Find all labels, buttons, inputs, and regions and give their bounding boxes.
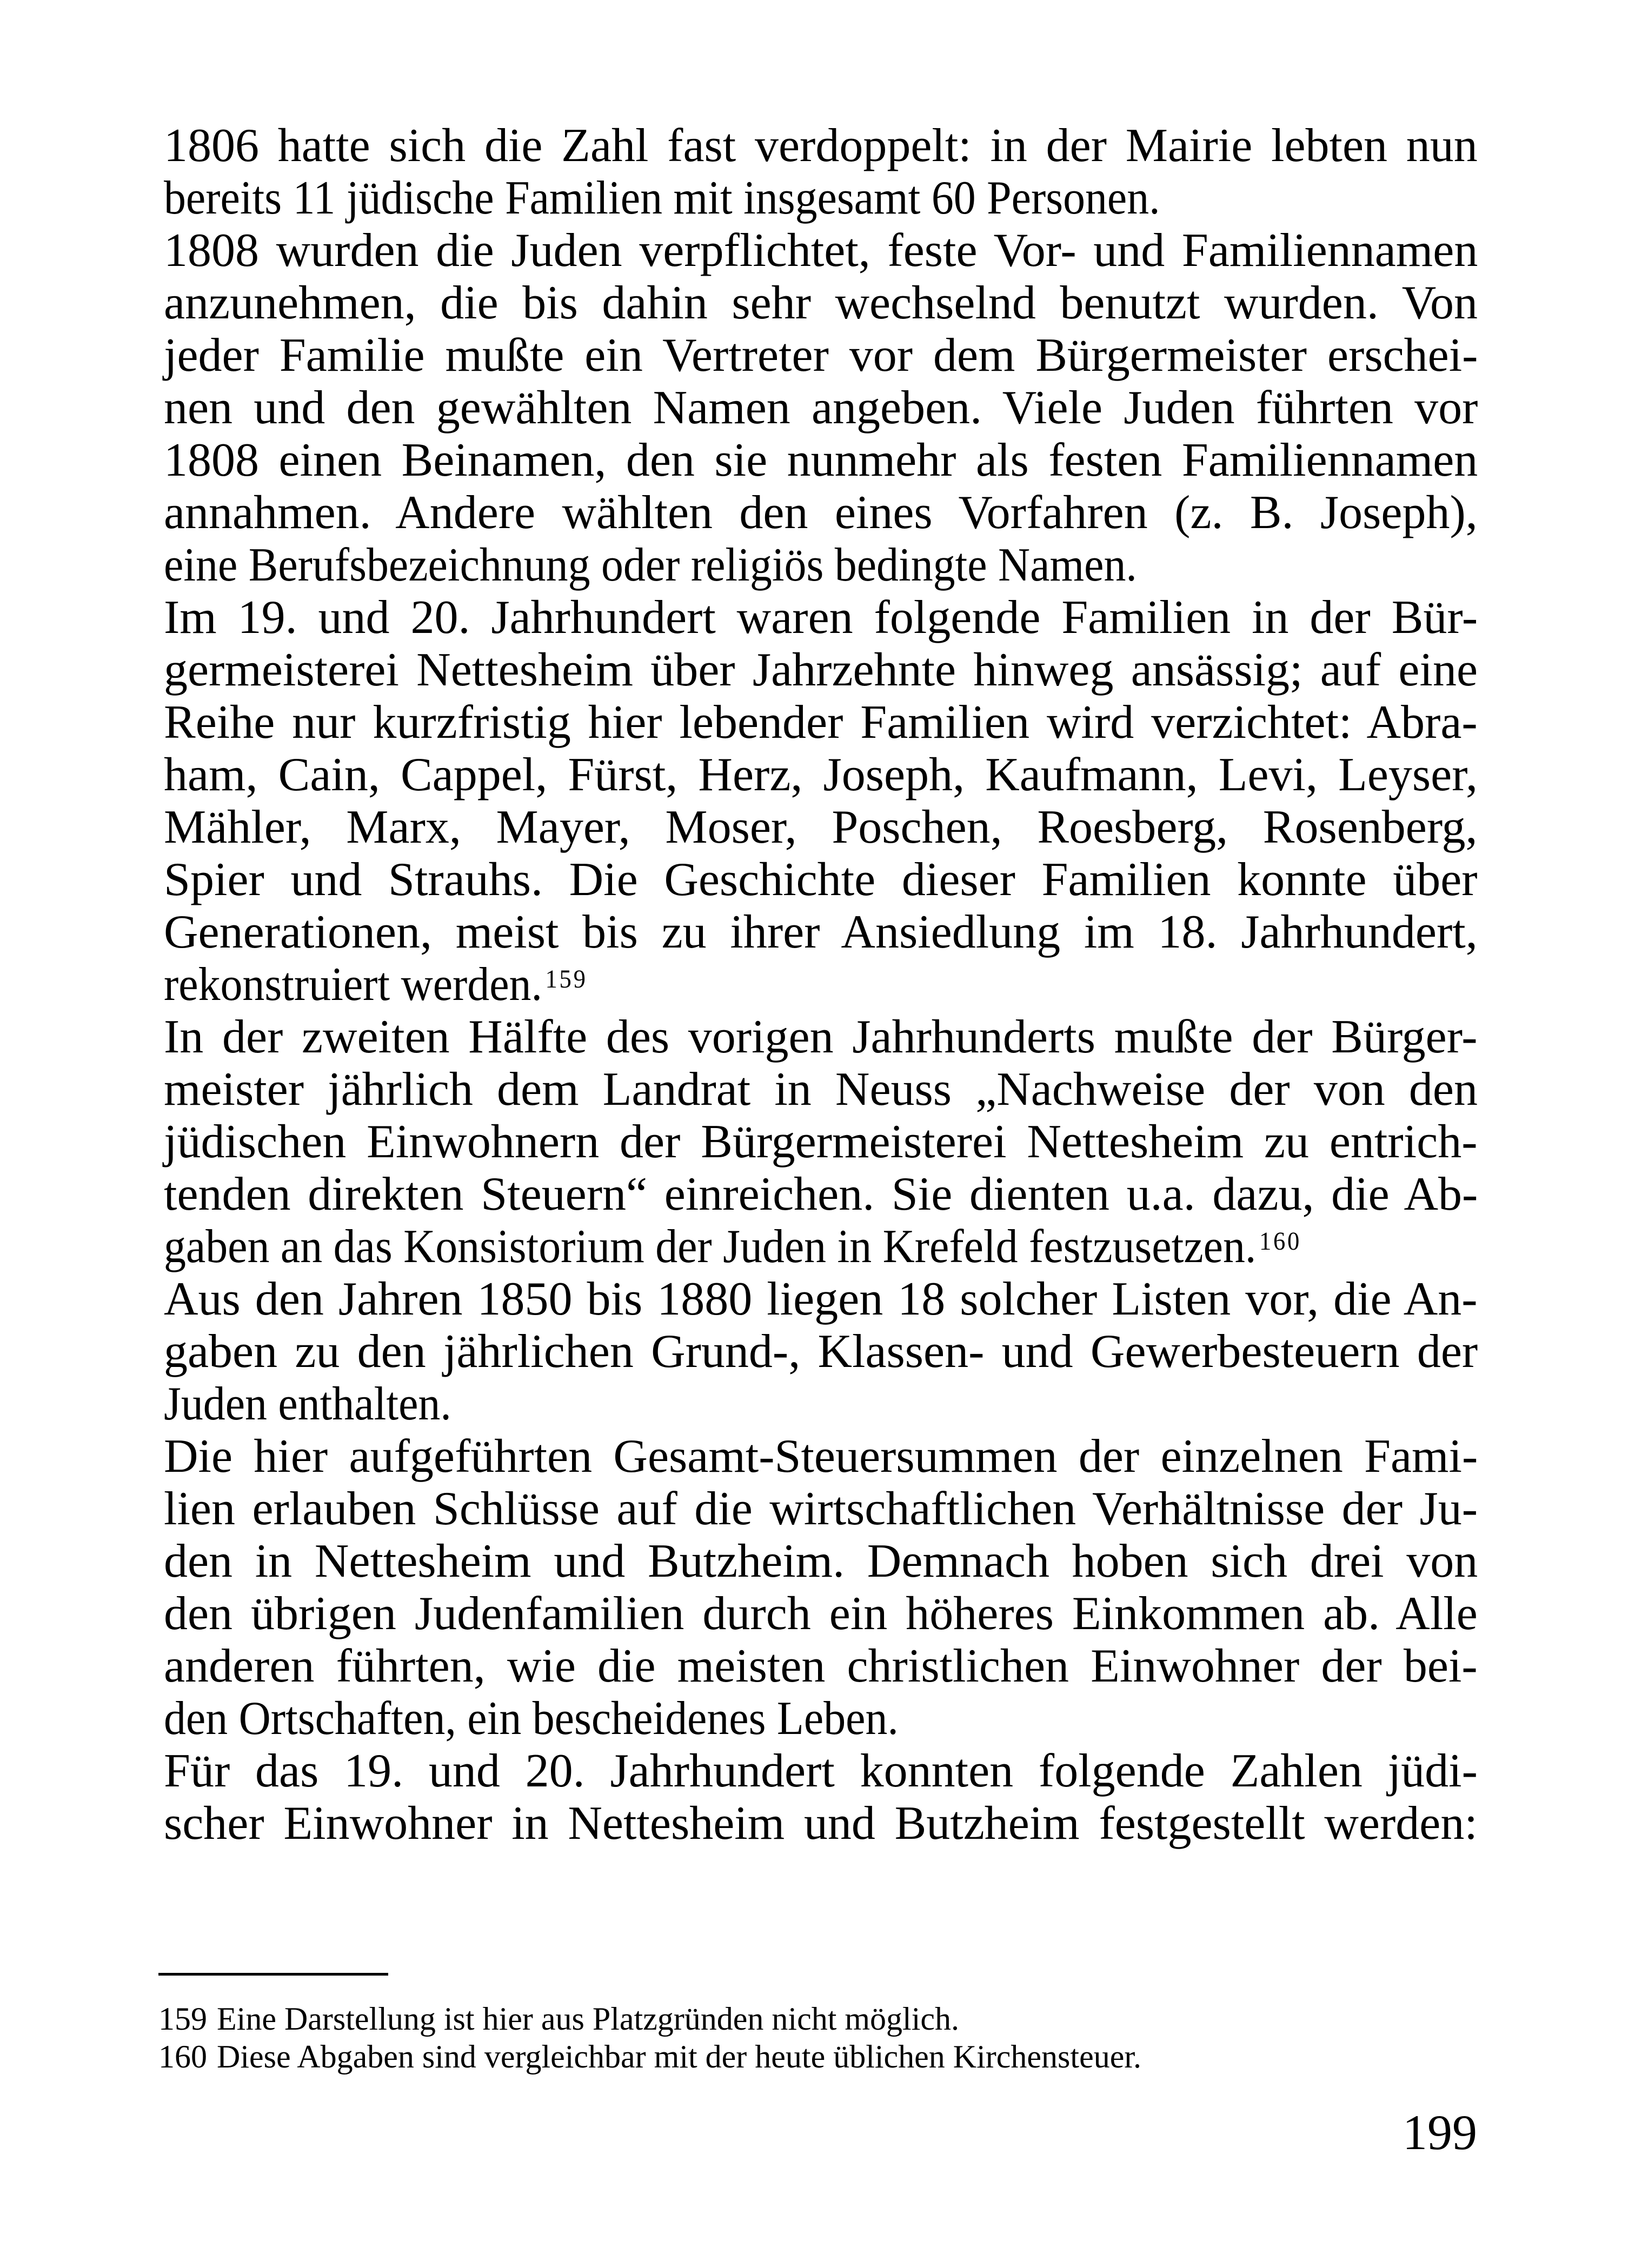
text-line xyxy=(164,119,1478,173)
text-line-text: scher Einwohner in Nettesheim und Butzheim festgestellt werden: xyxy=(164,1797,1478,1850)
text-line-text: den in Nettesheim und Butzheim. Demnach hoben sich drei von xyxy=(164,1535,1478,1587)
text-line-content xyxy=(164,1272,1478,1326)
text-line xyxy=(164,433,1478,488)
text-line-content xyxy=(164,329,1478,383)
text-line-text: Die hier aufgeführten Gesamt-Steuersummen der einzelnen Fami- xyxy=(164,1430,1478,1483)
text-line-content xyxy=(164,1377,451,1431)
text-line-content xyxy=(164,1639,1478,1693)
text-line xyxy=(164,905,1478,959)
text-line-text: germeisterei Nettesheim über Jahrzehnte hinweg ansässig; auf eine xyxy=(164,644,1478,696)
text-line xyxy=(164,1272,1478,1326)
text-line xyxy=(164,1430,1478,1484)
text-line-text: eine Berufsbezeichnung oder religiös bedingte Namen. xyxy=(164,539,1137,591)
text-line xyxy=(164,591,1478,645)
text-line-content xyxy=(164,1587,1478,1641)
text-line-text: 1808 einen Beinamen, den sie nunmehr als festen Familiennamen xyxy=(164,434,1478,486)
text-line-text: 1808 wurden die Juden verpflichtet, feste Vor- und Familiennamen xyxy=(164,224,1478,277)
text-line-text: rekonstruiert werden. xyxy=(164,958,542,1011)
text-line-content xyxy=(164,538,1137,592)
text-line xyxy=(164,276,1478,330)
text-line-text: meister jährlich dem Landrat in Neuss „Nachweise der von den xyxy=(164,1063,1478,1116)
text-line-content xyxy=(164,748,1478,802)
text-line-content xyxy=(164,1797,1478,1851)
text-line xyxy=(164,1377,1478,1431)
footnote-reference: 160 xyxy=(1259,1227,1302,1256)
text-line-content xyxy=(164,224,1478,278)
text-line-content xyxy=(164,1115,1478,1169)
footnote-separator-rule xyxy=(158,1973,388,1976)
text-line-text: den Ortschaften, ein bescheidenes Leben. xyxy=(164,1692,899,1745)
page-number: 199 xyxy=(1403,2105,1477,2160)
text-line-text: Juden enthalten. xyxy=(164,1378,451,1430)
text-line-content xyxy=(164,643,1478,697)
text-line-text: jeder Familie mußte ein Vertreter vor dem Bürgermeister erschei- xyxy=(164,329,1478,382)
text-line-content xyxy=(164,1482,1478,1536)
text-line xyxy=(164,1168,1478,1222)
text-line-content xyxy=(164,1325,1478,1379)
text-line-text: In der zweiten Hälfte des vorigen Jahrhunderts mußte der Bürger- xyxy=(164,1011,1478,1063)
text-line-text: lien erlauben Schlüsse auf die wirtschaftlichen Verhältnisse der Ju- xyxy=(164,1483,1478,1535)
text-line-text: Für das 19. und 20. Jahrhundert konnten folgende Zahlen jüdi- xyxy=(164,1745,1478,1797)
text-line-text: tenden direkten Steuern“ einreichen. Sie dienten u.a. dazu, die Ab- xyxy=(164,1168,1478,1220)
text-line xyxy=(164,1115,1478,1169)
text-line-content xyxy=(164,486,1478,540)
text-line xyxy=(164,696,1478,750)
text-line-content xyxy=(164,853,1478,907)
text-line xyxy=(164,329,1478,383)
text-line xyxy=(164,1587,1478,1641)
text-line-text: Im 19. und 20. Jahrhundert waren folgende Familien in der Bür- xyxy=(164,591,1478,644)
text-line-text: gaben zu den jährlichen Grund-, Klassen- und Gewerbesteuern der xyxy=(164,1325,1478,1378)
text-line-text: anzunehmen, die bis dahin sehr wechselnd benutzt wurden. Von xyxy=(164,277,1478,329)
text-line-text: Aus den Jahren 1850 bis 1880 liegen 18 solcher Listen vor, die An- xyxy=(164,1273,1478,1325)
text-line-content xyxy=(164,1220,1301,1274)
text-line-content xyxy=(164,276,1478,330)
text-line-content xyxy=(164,696,1478,750)
footnote-reference: 159 xyxy=(545,965,588,993)
text-line xyxy=(164,1325,1478,1379)
text-line-text: annahmen. Andere wählten den eines Vorfahren (z. B. Joseph), xyxy=(164,486,1478,539)
text-line xyxy=(164,1797,1478,1851)
text-line-text: Reihe nur kurzfristig hier lebender Familien wird verzichtet: Abra- xyxy=(164,696,1478,749)
text-line xyxy=(164,171,1478,225)
text-line-content xyxy=(164,1535,1478,1589)
text-line-content xyxy=(164,1430,1478,1484)
text-line-content xyxy=(164,1692,899,1746)
text-line-text: ham, Cain, Cappel, Fürst, Herz, Joseph, Kaufmann, Levi, Leyser, xyxy=(164,749,1478,801)
text-line-content xyxy=(164,905,1478,959)
text-line xyxy=(164,1220,1478,1274)
text-line xyxy=(164,381,1478,435)
footnote-number: 160 xyxy=(158,2039,207,2074)
text-line xyxy=(164,1063,1478,1117)
text-line-text: Spier und Strauhs. Die Geschichte dieser Familien konnte über xyxy=(164,853,1478,906)
text-line xyxy=(164,1010,1478,1064)
text-line-text: bereits 11 jüdische Familien mit insgesamt 60 Personen. xyxy=(164,172,1160,224)
text-line-text: den übrigen Judenfamilien durch ein höheres Einkommen ab. Alle xyxy=(164,1587,1478,1640)
text-line-content xyxy=(164,433,1478,488)
text-line-text: Generationen, meist bis zu ihrer Ansiedlung im 18. Jahrhundert, xyxy=(164,906,1478,958)
text-line xyxy=(164,1692,1478,1746)
footnote-text: Eine Darstellung ist hier aus Platzgründen nicht möglich. xyxy=(217,2001,960,2037)
text-line-content xyxy=(164,1063,1478,1117)
text-line xyxy=(164,224,1478,278)
footnote-159 xyxy=(158,2000,959,2038)
text-line-content xyxy=(164,1744,1478,1798)
footnote-160 xyxy=(158,2038,1141,2076)
footnote-text: Diese Abgaben sind vergleichbar mit der heute üblichen Kirchensteuer. xyxy=(217,2039,1141,2074)
text-line-text: Mähler, Marx, Mayer, Moser, Poschen, Roesberg, Rosenberg, xyxy=(164,801,1478,853)
text-line-content xyxy=(164,958,588,1012)
text-line xyxy=(164,958,1478,1012)
text-line xyxy=(164,801,1478,855)
text-line xyxy=(164,1744,1478,1798)
text-line-content xyxy=(164,381,1478,435)
text-line xyxy=(164,538,1478,592)
text-line-content xyxy=(164,119,1478,173)
text-line-text: anderen führten, wie die meisten christlichen Einwohner der bei- xyxy=(164,1640,1478,1692)
text-line xyxy=(164,1535,1478,1589)
text-line-content xyxy=(164,1010,1478,1064)
text-line xyxy=(164,748,1478,802)
text-line xyxy=(164,486,1478,540)
text-line xyxy=(164,643,1478,697)
text-line-content xyxy=(164,801,1478,855)
text-line-content xyxy=(164,171,1160,225)
text-line xyxy=(164,1482,1478,1536)
text-line-text: gaben an das Konsistorium der Juden in Krefeld festzusetzen. xyxy=(164,1220,1257,1273)
text-line-text: jüdischen Einwohnern der Bürgermeisterei Nettesheim zu entrich- xyxy=(164,1116,1478,1168)
text-line-text: nen und den gewählten Namen angeben. Viele Juden führten vor xyxy=(164,382,1478,434)
footnote-number: 159 xyxy=(158,2001,207,2037)
text-line-text: 1806 hatte sich die Zahl fast verdoppelt: in der Mairie lebten nun xyxy=(164,119,1478,172)
text-line-content xyxy=(164,591,1478,645)
text-line-content xyxy=(164,1168,1478,1222)
text-line xyxy=(164,1639,1478,1693)
text-line xyxy=(164,853,1478,907)
